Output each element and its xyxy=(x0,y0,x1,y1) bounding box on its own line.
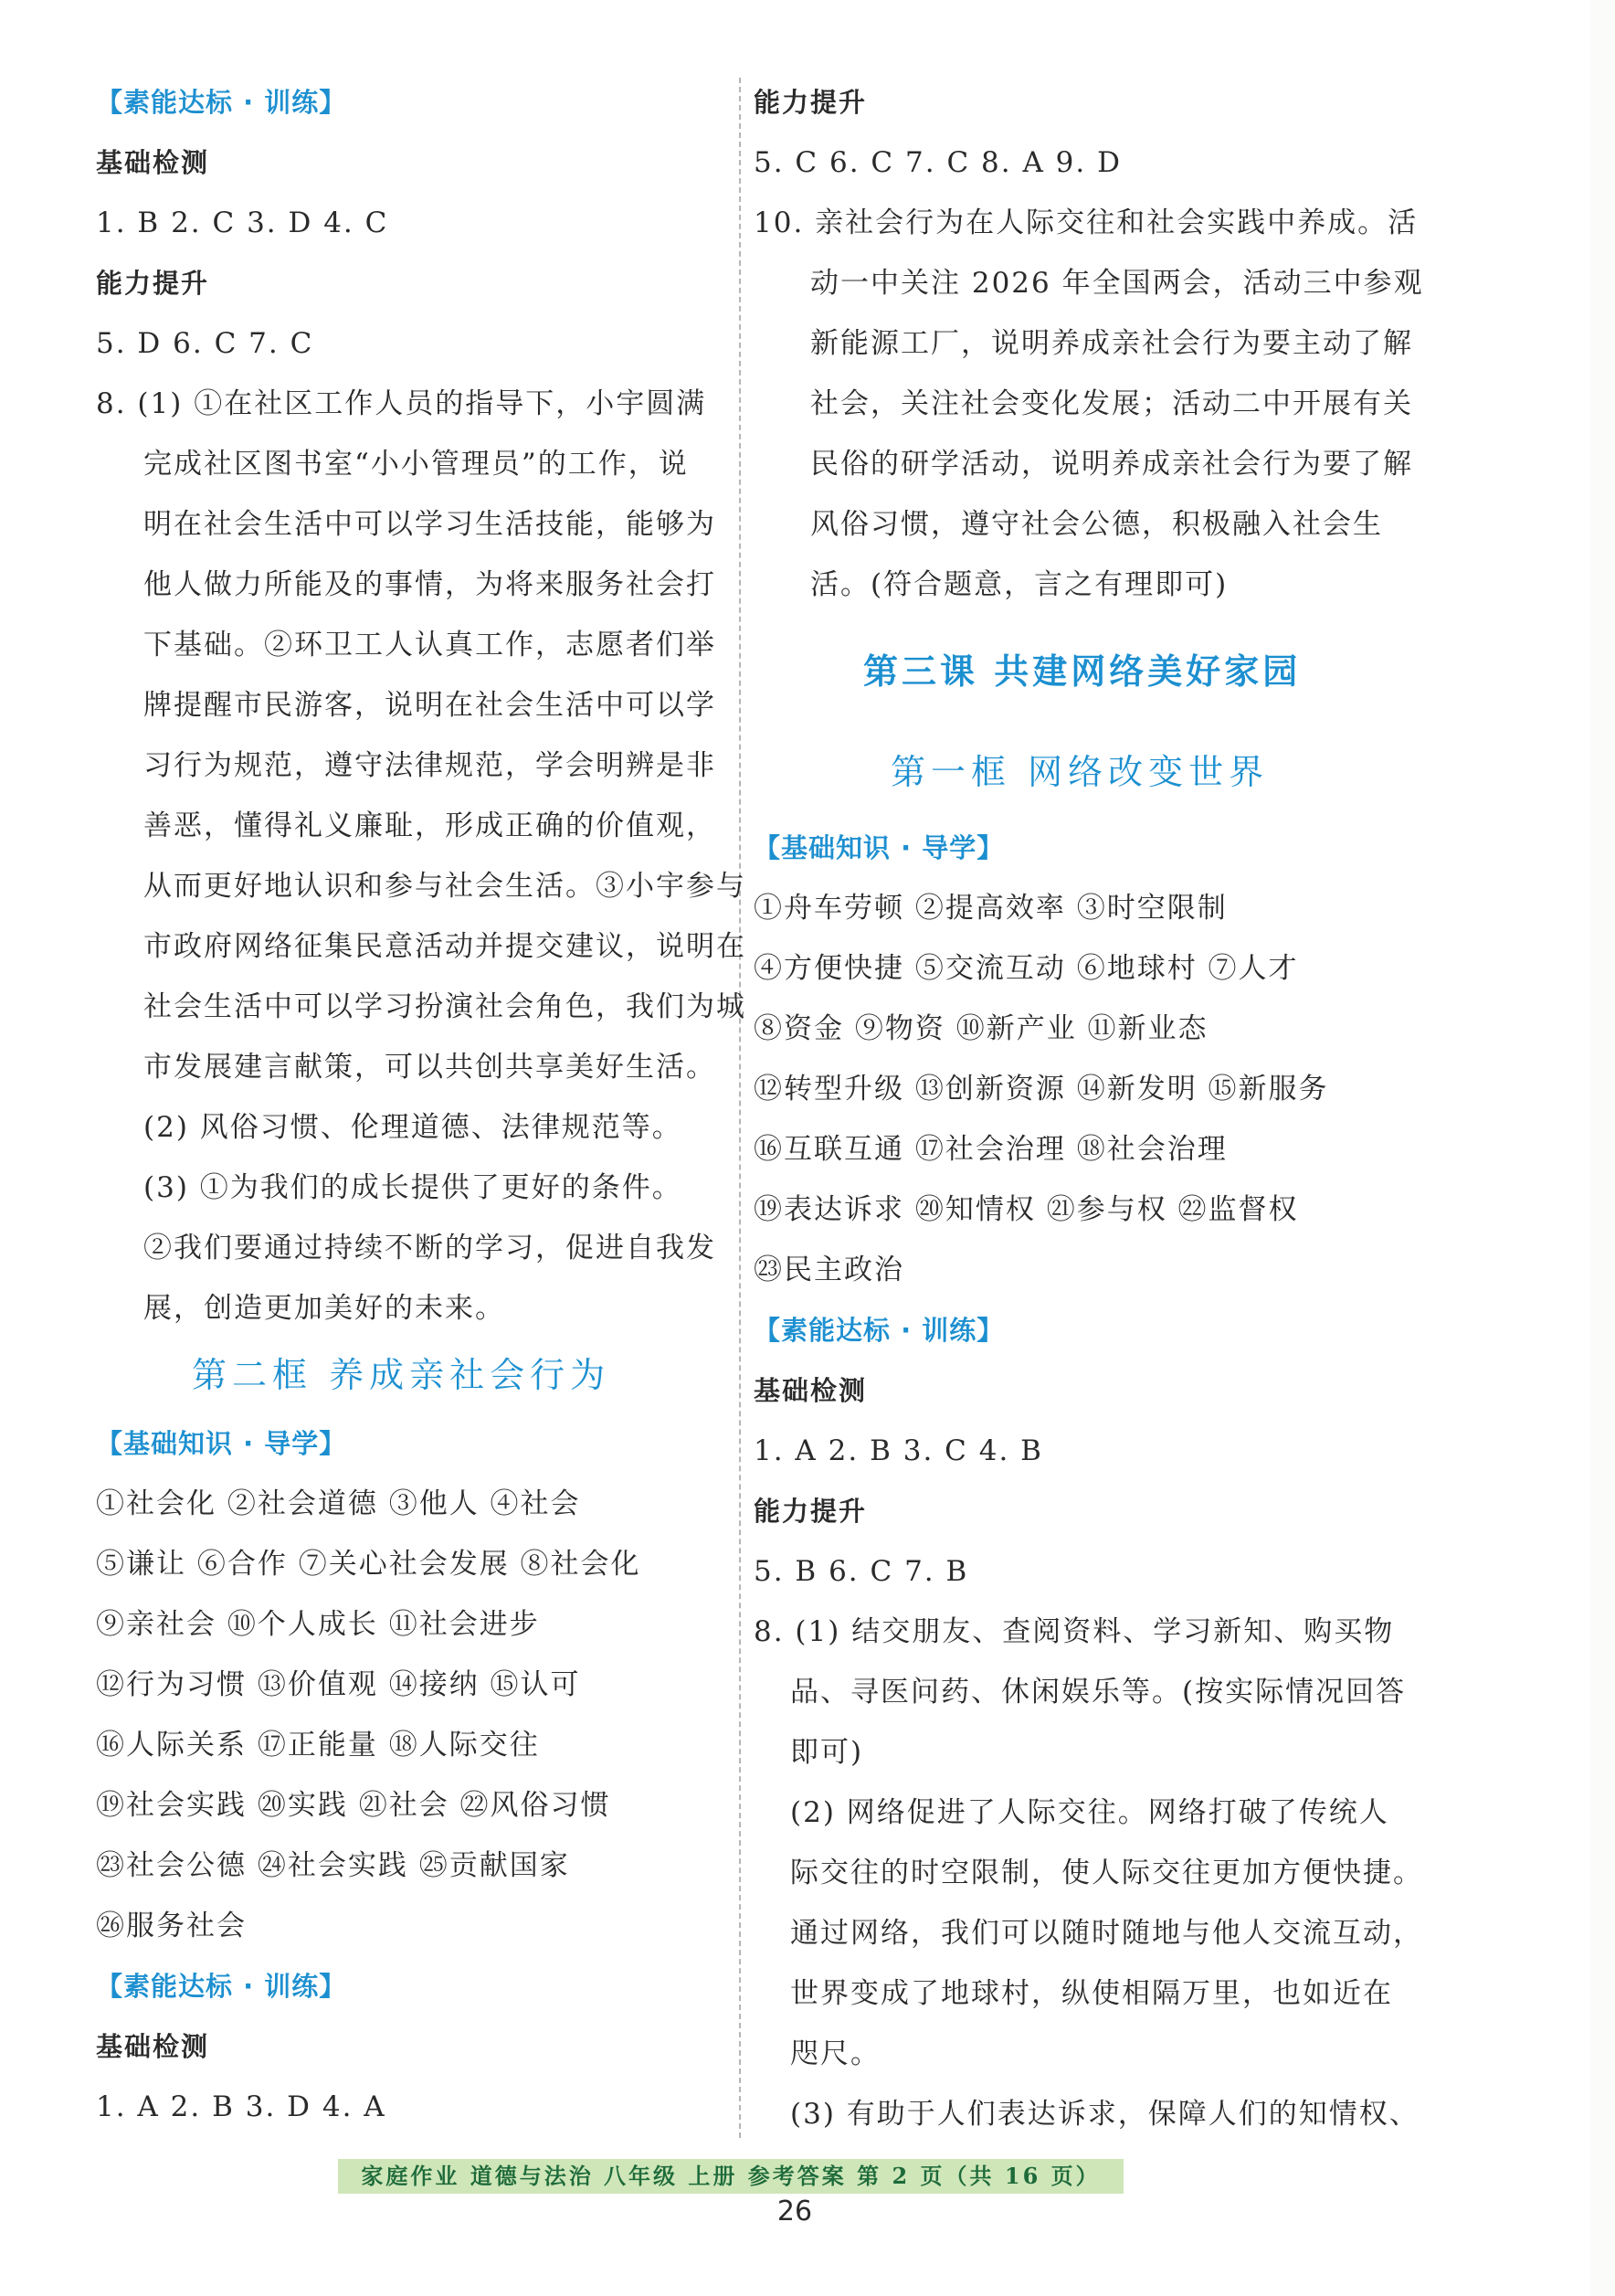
text-line: 牌提醒市民游客，说明在社会生活中可以学 xyxy=(143,689,716,722)
text-line: ①舟车劳顿 ②提高效率 ③时空限制 xyxy=(754,892,1228,925)
text-line: ㉖服务社会 xyxy=(96,1910,247,1942)
text-line: ②我们要通过持续不断的学习，促进自我发 xyxy=(143,1232,716,1264)
text-line: 民俗的研学活动，说明养成亲社会行为要了解 xyxy=(810,448,1413,481)
text-line: ⑫行为习惯 ⑬价值观 ⑭接纳 ⑮认可 xyxy=(96,1668,581,1701)
text-line: ⑧资金 ⑨物资 ⑩新产业 ⑪新业态 xyxy=(754,1012,1209,1045)
section-tag: 【素能达标 · 训练】 xyxy=(754,1315,1005,1346)
text-line: 1. A 2. B 3. D 4. A xyxy=(96,2090,386,2123)
text-line: 从而更好地认识和参与社会生活。③小宇参与 xyxy=(143,870,746,903)
text-line: 社会，关注社会变化发展；活动二中开展有关 xyxy=(810,387,1413,420)
page-number: 26 xyxy=(776,2195,813,2227)
text-line: (2) 风俗习惯、伦理道德、法律规范等。 xyxy=(143,1111,682,1144)
text-line: 5. D 6. C 7. C xyxy=(96,327,314,360)
subsection-heading: 能力提升 xyxy=(754,87,868,118)
text-line: 社会生活中可以学习扮演社会角色，我们为城 xyxy=(143,990,746,1023)
text-line: 即可) xyxy=(790,1736,864,1769)
text-line: ④方便快捷 ⑤交流互动 ⑥地球村 ⑦人才 xyxy=(754,952,1299,985)
text-line: 新能源工厂，说明养成亲社会行为要主动了解 xyxy=(810,327,1413,360)
text-line: 市政府网络征集民意活动并提交建议，说明在 xyxy=(143,930,746,963)
text-line: 展，创造更加美好的未来。 xyxy=(143,1292,505,1325)
text-line: ㉓社会公德 ㉔社会实践 ㉕贡献国家 xyxy=(96,1849,570,1882)
text-line: 动一中关注 2026 年全国两会，活动三中参观 xyxy=(810,267,1424,300)
text-line: ⑫转型升级 ⑬创新资源 ⑭新发明 ⑮新服务 xyxy=(754,1073,1329,1106)
text-line: 际交往的时空限制，使人际交往更加方便快捷。 xyxy=(790,1857,1423,1889)
text-line: 1. B 2. C 3. D 4. C xyxy=(96,206,389,239)
text-line: 通过网络，我们可以随时随地与他人交流互动， xyxy=(790,1917,1423,1950)
text-line: 世界变成了地球村，纵使相隔万里，也如近在 xyxy=(790,1977,1393,2010)
text-line: 下基础。②环卫工人认真工作，志愿者们举 xyxy=(143,629,716,661)
text-line: 完成社区图书室“小小管理员”的工作，说 xyxy=(143,448,689,481)
subsection-heading: 能力提升 xyxy=(754,1496,868,1527)
section-title: 第二框 养成亲社会行为 xyxy=(192,1355,611,1395)
text-line: 活。(符合题意，言之有理即可) xyxy=(810,568,1229,601)
subsection-heading: 基础检测 xyxy=(754,1375,868,1406)
text-line: 市发展建言献策，可以共创共享美好生活。 xyxy=(143,1051,716,1084)
text-line: ⑤谦让 ⑥合作 ⑦关心社会发展 ⑧社会化 xyxy=(96,1548,641,1581)
text-line: (2) 网络促进了人际交往。网络打破了传统人 xyxy=(790,1796,1389,1829)
text-line: ⑯互联互通 ⑰社会治理 ⑱社会治理 xyxy=(754,1133,1228,1166)
subsection-heading: 能力提升 xyxy=(96,268,210,299)
text-line: 明在社会生活中可以学习生活技能，能够为 xyxy=(143,508,716,541)
section-title: 第一框 网络改变世界 xyxy=(891,752,1270,792)
section-tag: 【基础知识 · 导学】 xyxy=(754,832,1005,863)
column-divider xyxy=(739,78,741,2138)
text-line: ⑲表达诉求 ⑳知情权 ㉑参与权 ㉒监督权 xyxy=(754,1193,1299,1226)
text-line: 8. (1) ①在社区工作人员的指导下，小宇圆满 xyxy=(96,387,707,420)
text-line: ㉓民主政治 xyxy=(754,1254,904,1286)
subsection-heading: 基础检测 xyxy=(96,147,210,178)
text-line: 5. C 6. C 7. C 8. A 9. D xyxy=(754,146,1122,179)
text-line: 8. (1) 结交朋友、查阅资料、学习新知、购买物 xyxy=(754,1615,1395,1648)
footer-banner: 家庭作业 道德与法治 八年级 上册 参考答案 第 2 页（共 16 页） xyxy=(338,2159,1124,2194)
text-line: ①社会化 ②社会道德 ③他人 ④社会 xyxy=(96,1487,581,1520)
text-line: 1. A 2. B 3. C 4. B xyxy=(754,1434,1043,1467)
text-line: (3) 有助于人们表达诉求，保障人们的知情权、 xyxy=(790,2098,1420,2131)
text-line: 品、寻医问药、休闲娱乐等。(按实际情况回答 xyxy=(790,1676,1407,1709)
text-line: 5. B 6. C 7. B xyxy=(754,1555,969,1588)
text-line: ⑨亲社会 ⑩个人成长 ⑪社会进步 xyxy=(96,1608,540,1641)
text-line: ⑲社会实践 ⑳实践 ㉑社会 ㉒风俗习惯 xyxy=(96,1789,611,1822)
text-line: 10. 亲社会行为在人际交往和社会实践中养成。活 xyxy=(754,206,1419,239)
text-line: 善恶，懂得礼义廉耻，形成正确的价值观， xyxy=(143,809,716,842)
text-line: 风俗习惯，遵守社会公德，积极融入社会生 xyxy=(810,508,1383,541)
subsection-heading: 基础检测 xyxy=(96,2031,210,2062)
section-title: 第三课 共建网络美好家园 xyxy=(863,651,1302,692)
text-line: (3) ①为我们的成长提供了更好的条件。 xyxy=(143,1171,682,1204)
section-tag: 【素能达标 · 训练】 xyxy=(96,1971,347,2002)
section-tag: 【素能达标 · 训练】 xyxy=(96,87,347,118)
section-tag: 【基础知识 · 导学】 xyxy=(96,1428,347,1459)
text-line: 他人做力所能及的事情，为将来服务社会打 xyxy=(143,568,716,601)
text-line: ⑯人际关系 ⑰正能量 ⑱人际交往 xyxy=(96,1729,540,1762)
text-line: 咫尺。 xyxy=(790,2037,881,2070)
text-line: 习行为规范，遵守法律规范，学会明辨是非 xyxy=(143,749,716,782)
